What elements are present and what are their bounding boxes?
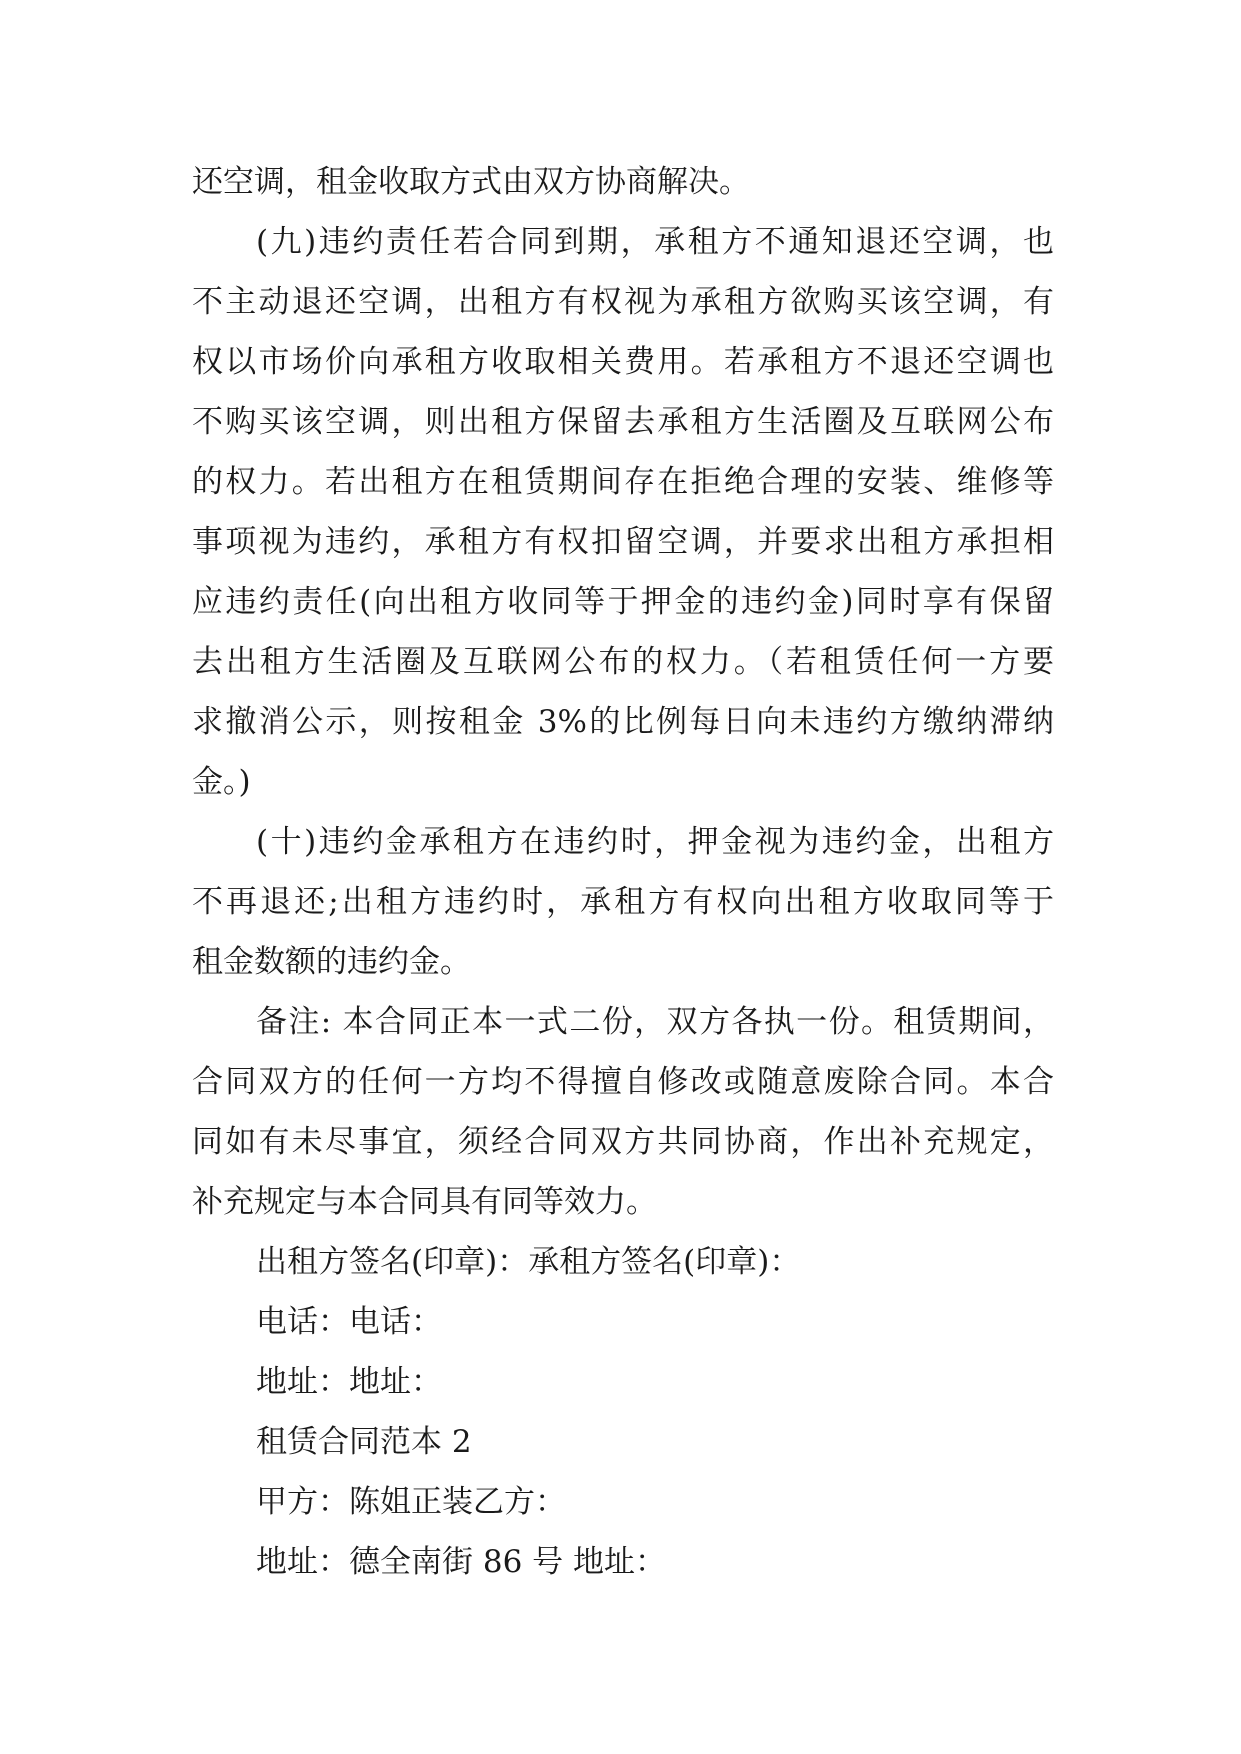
paragraph-line: 求撤消公示，则按租金 3%的比例每日向未违约方缴纳滞纳: [192, 704, 1054, 740]
paragraph-line: 还空调，租金收取方式由双方协商解决。: [192, 164, 750, 200]
paragraph-line: 补充规定与本合同具有同等效力。: [192, 1184, 657, 1220]
paragraph-line: 同如有未尽事宜，须经合同双方共同协商，作出补充规定，: [192, 1124, 1054, 1160]
address-line: 地址：地址：: [256, 1364, 442, 1400]
section-title: 租赁合同范本 2: [256, 1424, 472, 1460]
address-line: 地址：德全南街 86 号 地址：: [256, 1544, 667, 1580]
paragraph-line: 租金数额的违约金。: [192, 944, 471, 980]
paragraph-line: (十)违约金承租方在违约时，押金视为违约金，出租方: [256, 824, 1054, 860]
paragraph-line: (九)违约责任若合同到期，承租方不通知退还空调，也: [256, 224, 1054, 260]
paragraph-line: 去出租方生活圈及互联网公布的权力。（若租赁任何一方要: [192, 644, 1054, 680]
paragraph-line: 合同双方的任何一方均不得擅自修改或随意废除合同。本合: [192, 1064, 1054, 1100]
paragraph-line: 应违约责任(向出租方收同等于押金的违约金)同时享有保留: [192, 584, 1054, 620]
paragraph-line: 权以市场价向承租方收取相关费用。若承租方不退还空调也: [192, 344, 1054, 380]
paragraph-line: 不购买该空调，则出租方保留去承租方生活圈及互联网公布: [192, 404, 1054, 440]
signature-line: 出租方签名(印章)：承租方签名(印章)：: [256, 1244, 801, 1280]
paragraph-line: 备注: 本合同正本一式二份，双方各执一份。租赁期间，: [256, 1004, 1054, 1040]
paragraph-line: 的权力。若出租方在租赁期间存在拒绝合理的安装、维修等: [192, 464, 1054, 500]
paragraph-line: 不再退还;出租方违约时，承租方有权向出租方收取同等于: [192, 884, 1054, 920]
paragraph-line: 金。): [192, 764, 251, 800]
phone-line: 电话：电话：: [256, 1304, 442, 1340]
party-line: 甲方：陈姐正装乙方：: [256, 1484, 566, 1520]
paragraph-line: 事项视为违约，承租方有权扣留空调，并要求出租方承担相: [192, 524, 1054, 560]
document-body: [192, 152, 1054, 1592]
paragraph-line: 不主动退还空调，出租方有权视为承租方欲购买该空调，有: [192, 284, 1054, 320]
